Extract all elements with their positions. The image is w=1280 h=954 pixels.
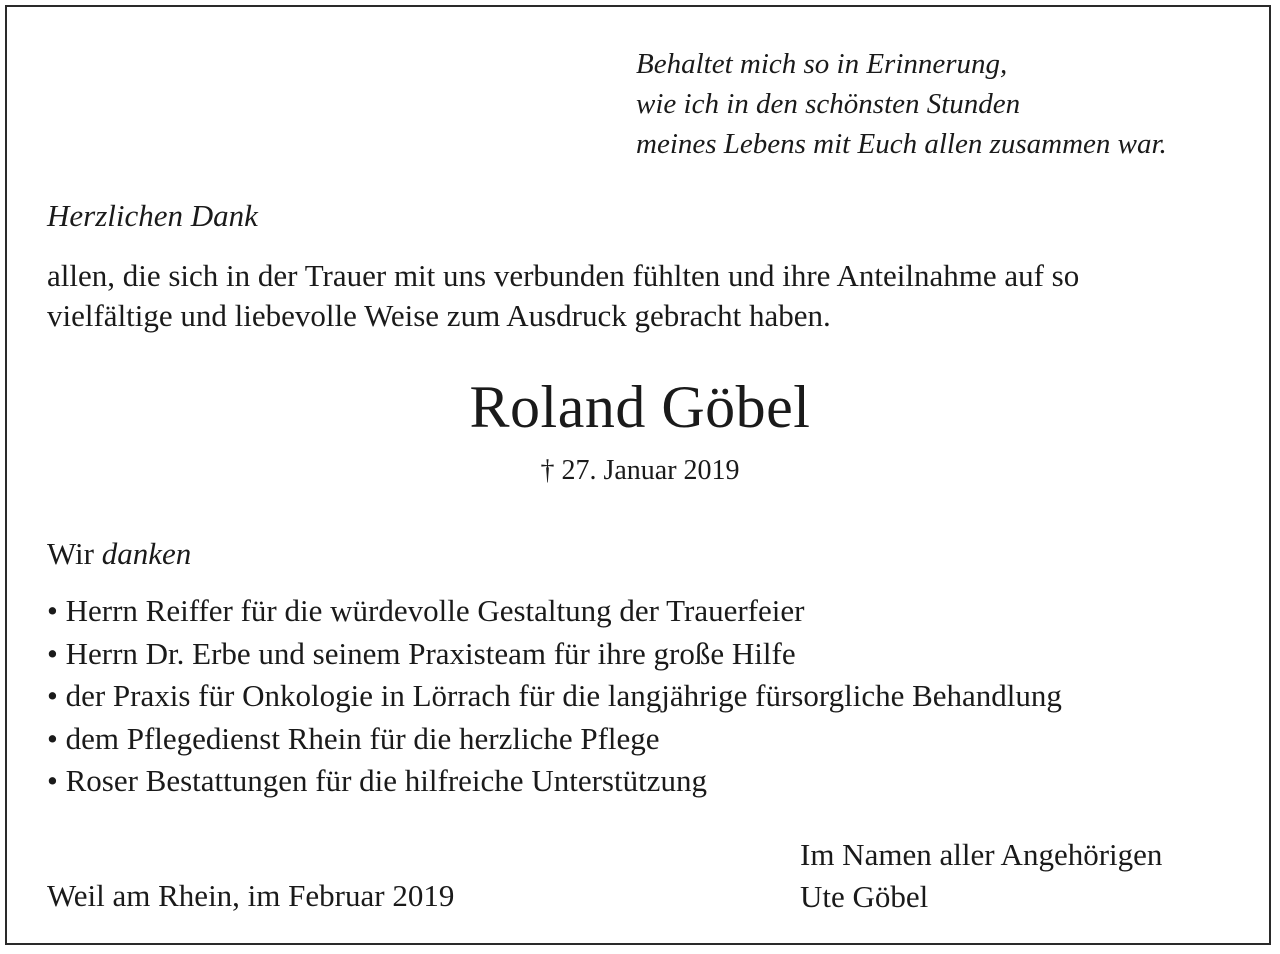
on-behalf-line: Im Namen aller Angehörigen — [800, 837, 1163, 872]
list-item: • Herrn Reiffer für die würdevolle Gestaltung der Trauerfeier — [47, 593, 805, 628]
list-item: • der Praxis für Onkologie in Lörrach für die langjährige fürsorgliche Behandlung — [47, 678, 1062, 713]
list-item: • dem Pflegedienst Rhein für die herzliche Pflege — [47, 720, 660, 756]
we-thank-heading — [47, 534, 191, 574]
memorial-motto — [636, 44, 1167, 164]
thanks-text — [47, 256, 1079, 336]
thanks-text-line: vielfältige und liebevolle Weise zum Ausdruck gebracht haben. — [47, 298, 831, 333]
we-thank-prefix: Wir — [47, 536, 94, 571]
thanks-heading: Herzlichen Dank — [47, 198, 258, 233]
signature-block — [800, 834, 1162, 918]
list-item: • Herrn Dr. Erbe und seinem Praxisteam für ihre große Hilfe — [47, 635, 796, 671]
place-and-date: Weil am Rhein, im Februar 2019 — [47, 878, 455, 913]
motto-line: meines Lebens mit Euch allen zusammen war. — [636, 128, 1167, 160]
deceased-name: Roland Göbel — [469, 374, 811, 440]
motto-line: wie ich in den schönsten Stunden — [636, 88, 1021, 120]
death-date: † 27. Januar 2019 — [540, 455, 740, 486]
list-item: • Roser Bestattungen für die hilfreiche Unterstützung — [47, 763, 707, 798]
we-thank-verb: danken — [101, 536, 192, 571]
signer-name: Ute Göbel — [800, 879, 929, 914]
thanks-text-line: allen, die sich in der Trauer mit uns verbunden fühlten und ihre Anteilnahme auf so — [47, 258, 1080, 293]
motto-line: Behaltet mich so in Erinnerung, — [636, 48, 1008, 80]
thanks-list — [47, 590, 1062, 803]
